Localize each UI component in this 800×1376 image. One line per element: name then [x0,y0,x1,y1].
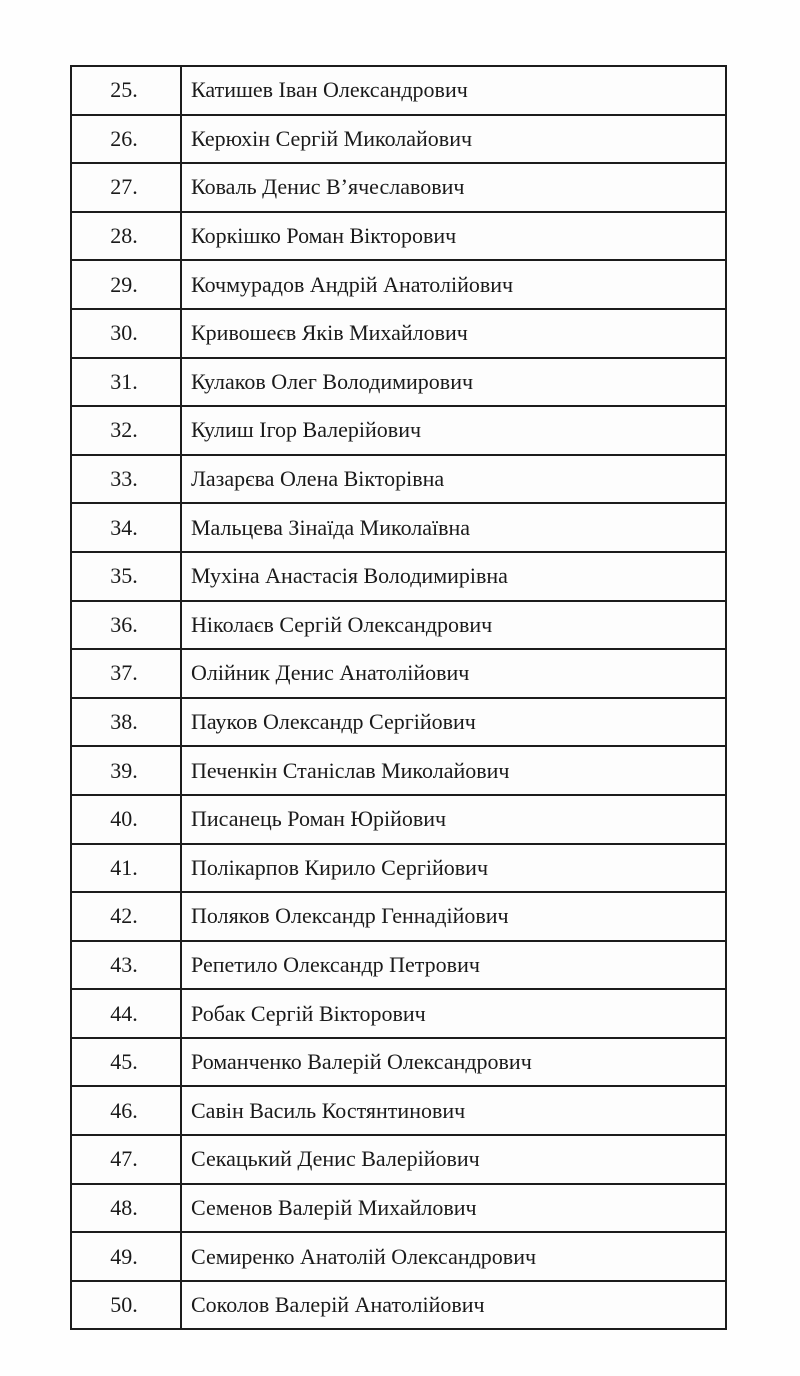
row-number: 40. [71,795,181,844]
person-name: Катишев Іван Олександрович [181,66,726,115]
row-number: 27. [71,163,181,212]
person-name: Секацький Денис Валерійович [181,1135,726,1184]
row-number: 25. [71,66,181,115]
person-name: Ніколаєв Сергій Олександрович [181,601,726,650]
person-name: Семенов Валерій Михайлович [181,1184,726,1233]
row-number: 36. [71,601,181,650]
row-number: 50. [71,1281,181,1330]
row-number: 28. [71,212,181,261]
person-name: Писанець Роман Юрійович [181,795,726,844]
person-name: Поляков Олександр Геннадійович [181,892,726,941]
table-row [71,746,726,795]
person-name: Олійник Денис Анатолійович [181,649,726,698]
table-row [71,1184,726,1233]
row-number: 35. [71,552,181,601]
table-row [71,1038,726,1087]
person-name: Лазарєва Олена Вікторівна [181,455,726,504]
row-number: 33. [71,455,181,504]
person-name: Кулиш Ігор Валерійович [181,406,726,455]
row-number: 32. [71,406,181,455]
table-row [71,455,726,504]
person-name: Кривошеєв Яків Михайлович [181,309,726,358]
table-row [71,1232,726,1281]
row-number: 37. [71,649,181,698]
person-name: Полікарпов Кирило Сергійович [181,844,726,893]
person-name: Романченко Валерій Олександрович [181,1038,726,1087]
person-name: Мальцева Зінаїда Миколаївна [181,503,726,552]
row-number: 49. [71,1232,181,1281]
table-row [71,892,726,941]
table-row [71,941,726,990]
row-number: 44. [71,989,181,1038]
person-name: Коваль Денис В’ячеславович [181,163,726,212]
row-number: 38. [71,698,181,747]
person-name: Мухіна Анастасія Володимирівна [181,552,726,601]
table-row [71,795,726,844]
row-number: 30. [71,309,181,358]
person-name: Кочмурадов Андрій Анатолійович [181,260,726,309]
person-name: Робак Сергій Вікторович [181,989,726,1038]
person-name: Репетило Олександр Петрович [181,941,726,990]
person-name: Коркішко Роман Вікторович [181,212,726,261]
person-name: Пауков Олександр Сергійович [181,698,726,747]
row-number: 46. [71,1086,181,1135]
row-number: 29. [71,260,181,309]
names-table-body [71,66,726,1329]
table-row [71,212,726,261]
person-name: Савін Василь Костянтинович [181,1086,726,1135]
table-row [71,552,726,601]
row-number: 39. [71,746,181,795]
table-row [71,698,726,747]
table-row [71,844,726,893]
row-number: 43. [71,941,181,990]
table-row [71,163,726,212]
table-row [71,1281,726,1330]
table-row [71,115,726,164]
row-number: 42. [71,892,181,941]
table-row [71,1135,726,1184]
row-number: 48. [71,1184,181,1233]
row-number: 34. [71,503,181,552]
row-number: 41. [71,844,181,893]
person-name: Печенкін Станіслав Миколайович [181,746,726,795]
table-row [71,1086,726,1135]
row-number: 31. [71,358,181,407]
table-row [71,649,726,698]
row-number: 26. [71,115,181,164]
person-name: Соколов Валерій Анатолійович [181,1281,726,1330]
person-name: Кулаков Олег Володимирович [181,358,726,407]
person-name: Керюхін Сергій Миколайович [181,115,726,164]
names-table [70,65,727,1330]
table-row [71,309,726,358]
table-row [71,260,726,309]
row-number: 45. [71,1038,181,1087]
person-name: Семиренко Анатолій Олександрович [181,1232,726,1281]
table-row [71,503,726,552]
table-row [71,601,726,650]
table-row [71,66,726,115]
table-row [71,989,726,1038]
table-row [71,358,726,407]
table-row [71,406,726,455]
row-number: 47. [71,1135,181,1184]
